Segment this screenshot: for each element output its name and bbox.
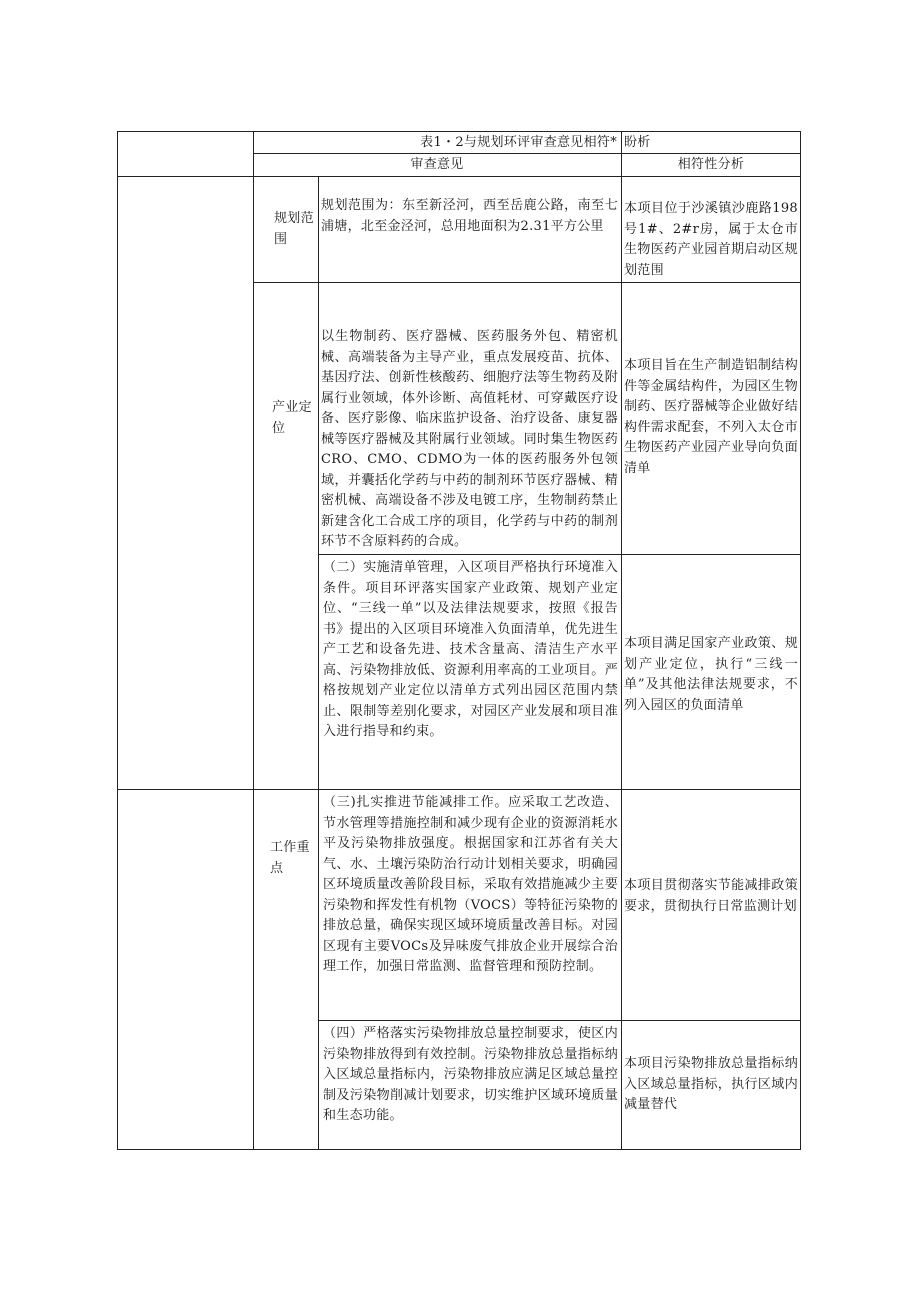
opinion-text: 以生物制药、医疗器械、医药服务外包、精密机械、高端装备为主导产业，重点发展疫苗、抗体、基因疗法、创新性核酸药、细胞疗法等生物药及附属行业领域，体外诊断、高值耗材、可穿戴医疗设备、医疗影像、临床监护设备、治疗设备、康复器械等医疗器械及其附属行业领域。同时集生物医药CRO、CMO、CDMO为一体的医药服务外包领域，并囊括化学药与中药的制剂环节医疗器械、精密机械、高端设备不涉及电镀工序，生物制药禁止新建含化工合成工序的项目，化学药与中药的制剂环节不含原料药的合成。 xyxy=(321,329,618,549)
table-right-border xyxy=(800,131,801,1150)
table-caption-tail xyxy=(622,132,800,153)
opinion-text: （三)扎实推进节能减排工作。应采取工艺改造、节水管理等措施控制和减少现有企业的资源消耗水平及污染物排放强度。根据国家和江苏省有关大气、水、土壤污染防治行动计划相关要求，明确园区环境质量改善阶段目标，采取有效措施减少主要污染物和挥发性有机物（VOCS）等特征污染物的排放总量，确保实现区域环境质量改善目标。对园区现有主要VOCs及异味废气排放企业开展综合治理工作，加强日常监测、监督管理和预防控制。 xyxy=(323,795,618,974)
analysis-text: 本项目污染物排放总量指标纳入区域总量指标，执行区域内减量替代 xyxy=(624,1056,798,1112)
opinion-text: 规划范围为：东至新泾河，西至岳鹿公路，南至七浦塘，北至金泾河，总用地面积为2.31平方公里 xyxy=(321,198,618,234)
category-text: 工作重点 xyxy=(270,840,310,876)
row-industry-positioning-category xyxy=(254,283,318,554)
table-caption-text: 表1・2与规划环评审查意见相符* xyxy=(420,135,617,150)
row-list-management-analysis xyxy=(622,634,800,716)
row-divider-1 xyxy=(253,282,801,283)
row-total-control-opinion xyxy=(319,1024,621,1127)
header-bottom-border xyxy=(117,176,801,177)
row-industry-positioning-opinion xyxy=(319,327,621,553)
header-review-opinion xyxy=(253,154,621,176)
row-divider-3 xyxy=(117,789,801,790)
analysis-text: 本项目满足国家产业政策、规划产业定位，执行“三线一单”及其他法律法规要求，不列入园区的负面清单 xyxy=(624,636,798,713)
row-list-management-opinion xyxy=(319,558,621,743)
analysis-text: 本项目位于沙溪镇沙鹿路198号1#、2#r房，属于太仓市生物医药产业园首期启动区规划范围 xyxy=(624,201,798,278)
table-left-border xyxy=(117,131,118,1150)
table-bottom-border xyxy=(117,1149,801,1150)
table-caption xyxy=(253,132,621,153)
category-text: 规划范围 xyxy=(274,211,314,247)
row-energy-saving-analysis xyxy=(622,876,800,917)
header-conformity-analysis xyxy=(622,154,800,176)
row-divider-2 xyxy=(318,554,801,555)
row-total-control-analysis xyxy=(622,1054,800,1116)
row-industry-positioning-analysis xyxy=(622,356,800,479)
row-energy-saving-opinion xyxy=(319,793,621,978)
analysis-text: 本项目贯彻落实节能减排政策要求，贯彻执行日常监测计划 xyxy=(624,878,798,914)
table-caption-tail-text: 盼析 xyxy=(624,135,651,150)
analysis-text: 本项目旨在生产制造铝制结构件等金属结构件，为园区生物制药、医疗器械等企业做好结构件需求配套，不列入太仓市生物医药产业园产业导向负面清单 xyxy=(624,358,798,476)
row-planning-scope-opinion xyxy=(319,196,621,237)
row-planning-scope-analysis xyxy=(622,199,800,281)
opinion-text: （四）严格落实污染物排放总量控制要求，使区内污染物排放得到有效控制。污染物排放总量指标纳入区域总量指标内，污染物排放应满足区域总量控制及污染物削减计划要求，切实维护区域环境质量和生态功能。 xyxy=(323,1026,618,1123)
category-text: 产业定位 xyxy=(272,400,312,436)
opinion-text: （二）实施清单管理，入区项目严格执行环境准入条件。项目环评落实国家产业政策、规划产业定位、“三线一单”以及法律法规要求，按照《报告书》提出的入区项目环境准入负面清单，优先进生产工艺和设备先进、技术含量高、清洁生产水平高、污染物排放低、资源利用率高的工业项目。严格按规划产业定位以清单方式列出园区范围内禁止、限制等差别化要求，对园区产业发展和项目准入进行指导和约束。 xyxy=(323,560,618,739)
row-planning-scope-category xyxy=(254,177,318,282)
header-review-opinion-text: 审查意见 xyxy=(410,157,464,172)
row-work-focus-category xyxy=(254,838,318,879)
row-divider-4 xyxy=(318,1020,801,1021)
header-conformity-analysis-text: 相符性分析 xyxy=(677,157,745,172)
